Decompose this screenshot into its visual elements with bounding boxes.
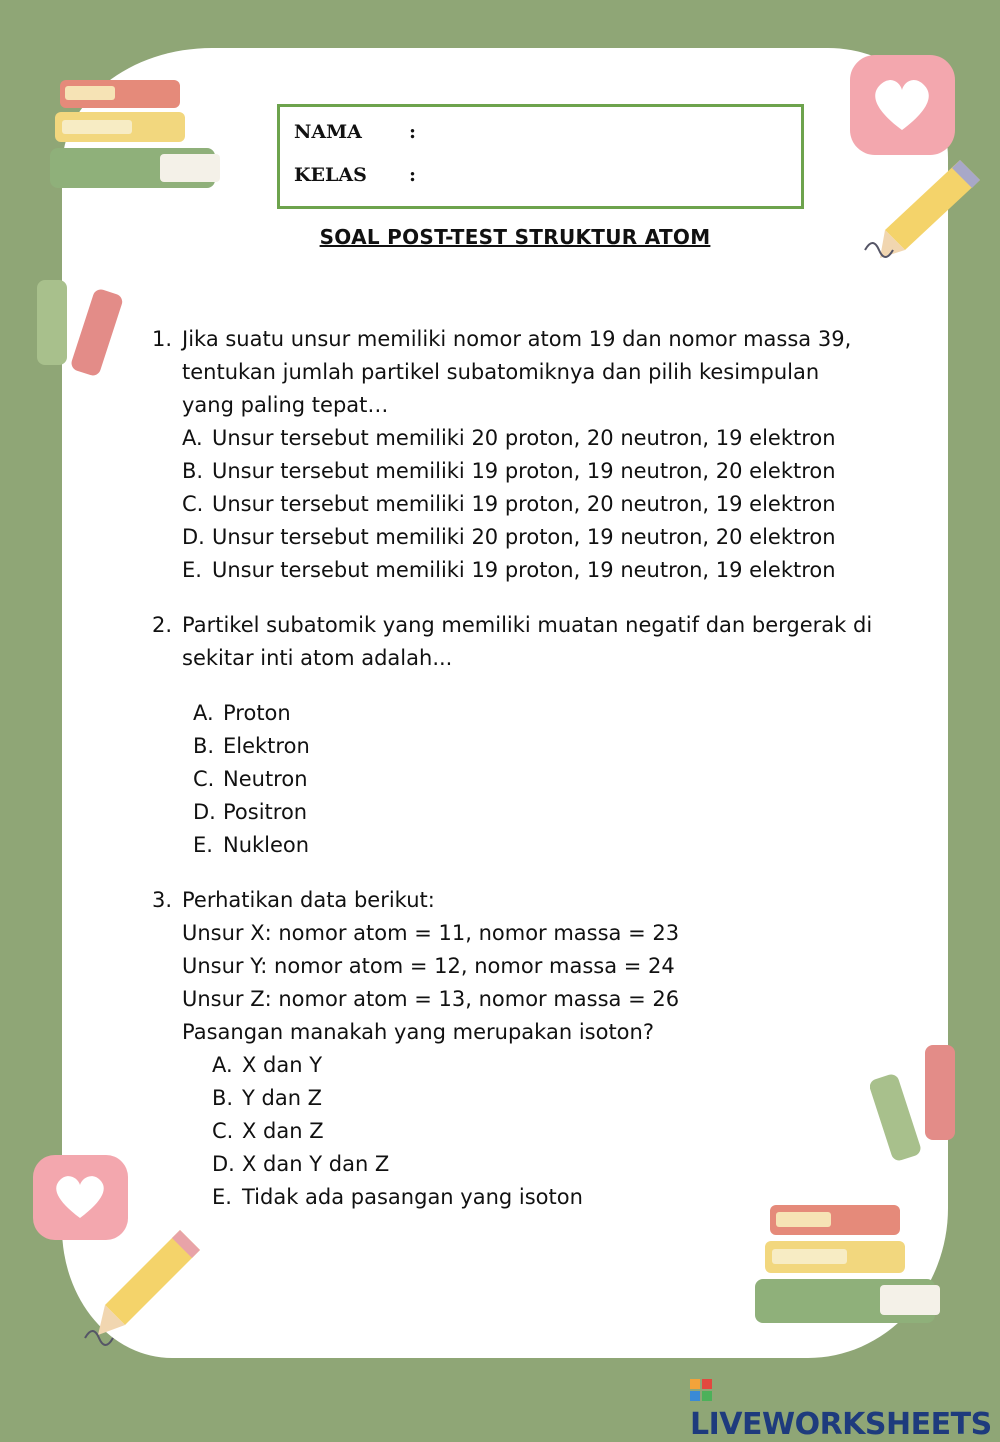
question-line: sekitar inti atom adalah... [182,646,453,670]
answer-option-a[interactable]: A. X dan Y [212,1053,323,1077]
answer-option-a[interactable]: A. Unsur tersebut memiliki 20 proton, 20 neutron, 19 elektron [182,426,836,450]
liveworksheets-cube-icon [690,1379,712,1401]
answer-option-c[interactable]: C. X dan Z [212,1119,324,1143]
question-number: 2. [152,613,173,637]
question-line: Unsur Y: nomor atom = 12, nomor massa = 24 [182,954,675,978]
answer-option-a[interactable]: A. Proton [193,701,291,725]
question-1 [152,323,852,587]
question-3 [152,884,680,1049]
liveworksheets-logo[interactable] [690,1372,1000,1442]
question-2-options [193,697,310,862]
class-label: KELAS [294,164,367,186]
answer-option-b[interactable]: B. Y dan Z [212,1086,323,1110]
answer-option-b[interactable]: B. Unsur tersebut memiliki 19 proton, 19 neutron, 20 elektron [182,459,836,483]
books-stack-icon [40,70,240,210]
question-number: 3. [152,888,173,912]
question-line: Partikel subatomik yang memiliki muatan negatif dan bergerak di [182,613,873,637]
pencil-icon [80,1220,210,1350]
question-3-options [212,1049,583,1214]
student-info-box [277,104,804,209]
pencil-icon [860,150,990,270]
page-title: SOAL POST-TEST STRUKTUR ATOM [319,225,711,249]
question-line: Unsur X: nomor atom = 11, nomor massa = 23 [182,921,680,945]
answer-option-d[interactable]: D. X dan Y dan Z [212,1152,390,1176]
answer-option-c[interactable]: C. Neutron [193,767,308,791]
answer-option-d[interactable]: D. Unsur tersebut memiliki 20 proton, 19 neutron, 20 elektron [182,525,836,549]
question-line: yang paling tepat… [182,393,389,417]
crayon-icon [870,1035,990,1175]
question-line: Jika suatu unsur memiliki nomor atom 19 dan nomor massa 39, [182,327,852,351]
question-line: tentukan jumlah partikel subatomiknya dan pilih kesimpulan [182,360,820,384]
answer-option-e[interactable]: E. Tidak ada pasangan yang isoton [212,1185,583,1209]
question-2 [152,609,873,675]
class-row [294,164,416,186]
answer-option-b[interactable]: B. Elektron [193,734,310,758]
question-line: Perhatikan data berikut: [182,888,435,912]
crayon-icon [22,260,142,380]
name-label: NAMA [294,121,362,143]
name-row [294,121,416,143]
answer-option-e[interactable]: E. Unsur tersebut memiliki 19 proton, 19 neutron, 19 elektron [182,558,836,582]
answer-option-c[interactable]: C. Unsur tersebut memiliki 19 proton, 20 neutron, 19 elektron [182,492,836,516]
answer-option-e[interactable]: E. Nukleon [193,833,310,857]
question-line: Unsur Z: nomor atom = 13, nomor massa = 26 [182,987,680,1011]
answer-option-d[interactable]: D. Positron [193,800,308,824]
brand-name: LIVEWORKSHEETS [690,1407,992,1442]
question-number: 1. [152,327,173,351]
class-colon: : [409,164,417,186]
question-line: Pasangan manakah yang merupakan isoton? [182,1020,654,1044]
name-colon: : [409,121,417,143]
books-stack-icon [750,1195,970,1355]
